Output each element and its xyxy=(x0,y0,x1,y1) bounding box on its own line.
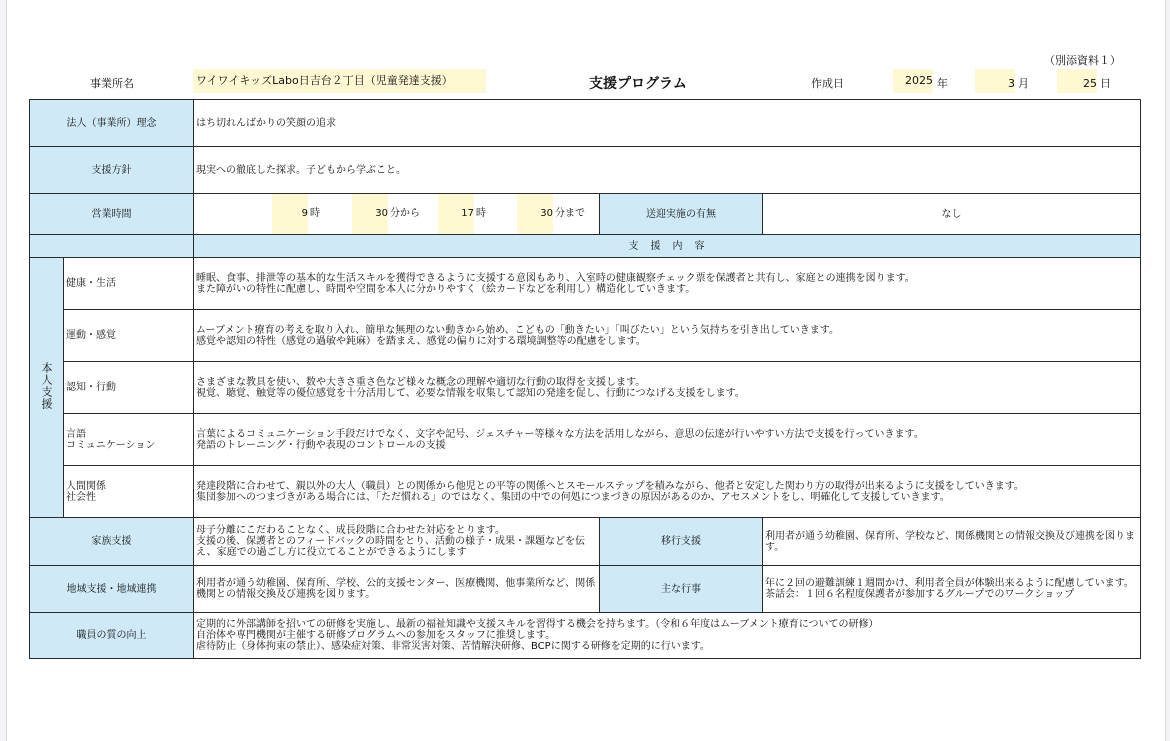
staff-label: 職員の質の向上 xyxy=(30,613,194,659)
personal-row-cognition xyxy=(30,362,1141,414)
year-unit: 年 xyxy=(937,77,948,90)
social-text: 発達段階に合わせて、親以外の大人（職員）との関係から他児との平等の関係へとスモールステップを積みながら、他者と安定した関わり方の取得が出来るように支援をしていきます。 集団参加へのつまづきがある場合には、「ただ慣れる」のではなく、集団の中での何処につまづきの原因があるのか、アセスメントをし、明確化して支援していきます。 xyxy=(194,466,1141,518)
policy-label: 支援方針 xyxy=(30,147,194,194)
language-text: 言葉によるコミュニケーション手段だけでなく、文字や記号、ジェスチャー等様々な方法を活用しながら、意思の伝達が行いやすい方法で支援を行っていきます。 発語のトレーニング・行動や表現のコントロールの支援 xyxy=(194,414,1141,466)
created-year: 2025 xyxy=(893,69,933,93)
created-month: 3 xyxy=(975,69,1015,93)
transition-label: 移行支援 xyxy=(600,518,763,566)
health-label: 健康・生活 xyxy=(64,258,194,310)
personal-row-health xyxy=(30,258,1141,310)
motor-label: 運動・感覚 xyxy=(64,310,194,362)
cognition-text: さまざまな教具を使い、数や大きさ重さ色など様々な概念の理解や適切な行動の取得を支援します。 視覚、聴覚、触覚等の優位感覚を十分活用して、必要な情報を収集して認知の発達を促し、行動につなげる支援をします。 xyxy=(194,362,1141,414)
transport-value: なし xyxy=(763,194,1141,235)
content-header-row xyxy=(30,235,1141,258)
from-unit: 分から xyxy=(390,208,420,219)
personal-row-social xyxy=(30,466,1141,518)
attachment-note: （別添資料１） xyxy=(1044,54,1121,67)
events-label: 主な行事 xyxy=(600,566,763,613)
start-hour: 9 xyxy=(272,194,308,234)
month-unit: 月 xyxy=(1018,77,1029,90)
office-name: ワイワイキッズLabo日吉台２丁目（児童発達支援） xyxy=(193,69,486,93)
content-header: 支 援 内 容 xyxy=(194,235,1141,258)
staff-row xyxy=(30,613,1141,659)
community-text: 利用者が通う幼稚園、保育所、学校、公的支援センター、医療機関、他事業所など、関係機関との情報交換及び連携を図ります。 xyxy=(194,566,600,613)
content-header-blank xyxy=(30,235,194,258)
end-minute: 30 xyxy=(517,194,553,234)
family-label: 家族支援 xyxy=(30,518,194,566)
family-text: 母子分離にこだわることなく、成長段階に合わせた対応をとります。 支援の後、保護者とのフィードバックの時間をとり、活動の様子・成果・課題などを伝え、家庭での過ごし方に役立てることができるようにします xyxy=(194,518,600,566)
end-hour: 17 xyxy=(438,194,474,234)
personal-row-motor xyxy=(30,310,1141,362)
language-label: 言語 コミュニケーション xyxy=(64,414,194,466)
hours-cell xyxy=(194,194,600,235)
personal-support-label-cell xyxy=(30,258,64,518)
staff-text: 定期的に外部講師を招いての研修を実施し、最新の福祉知識や支援スキルを習得する機会を持ちます。（令和６年度はムーブメント療育についての研修） 自治体や専門機関が主催する研修プログラムへの参加をスタッフに推奨します。 虐待防止（身体拘束の禁止）、感染症対策、非常災害対策、苦情解決研修、BCPに関する研修を定期的に行います。 xyxy=(194,613,1141,659)
cognition-label: 認知・行動 xyxy=(64,362,194,414)
social-label: 人間関係 社会性 xyxy=(64,466,194,518)
motor-text: ムーブメント療育の考えを取り入れ、簡単な無理のない動きから始め、こどもの「動きたい」「叫びたい」という気持ちを引き出していきます。 感覚や認知の特性（感覚の過敏や鈍麻）を踏まえ、感覚の偏りに対する環境調整等の配慮をします。 xyxy=(194,310,1141,362)
hours-values xyxy=(194,194,599,234)
events-text: 年に２回の避難訓練１週間かけ、利用者全員が体験出来るように配慮しています。 茶話会：１回６名程度保護者が参加するグループでのワークショップ xyxy=(763,566,1141,613)
policy-row xyxy=(30,147,1141,194)
day-unit: 日 xyxy=(1100,77,1111,90)
family-row xyxy=(30,518,1141,566)
support-program-table xyxy=(29,99,1141,659)
philosophy-label: 法人（事業所）理念 xyxy=(30,100,194,147)
until-unit: 分まで xyxy=(555,208,585,219)
start-minute: 30 xyxy=(352,194,388,234)
community-label: 地域支援・地域連携 xyxy=(30,566,194,613)
philosophy-row xyxy=(30,100,1141,147)
personal-row-language xyxy=(30,414,1141,466)
philosophy-value: はち切れんばかりの笑顔の追求 xyxy=(194,100,1141,147)
end-hour-unit: 時 xyxy=(476,208,486,219)
transition-text: 利用者が通う幼稚園、保育所、学校など、関係機関との情報交換及び連携を図ります。 xyxy=(763,518,1141,566)
community-row xyxy=(30,566,1141,613)
hours-label: 営業時間 xyxy=(30,194,194,235)
hours-row xyxy=(30,194,1141,235)
page-title: 支援プログラム xyxy=(589,76,687,92)
start-hour-unit: 時 xyxy=(310,208,320,219)
health-text: 睡眠、食事、排泄等の基本的な生活スキルを獲得できるように支援する意図もあり、入室時の健康観察チェック票を保護者と共有し、家庭との連携を図ります。 また障がいの特性に配慮し、時間や空間を本人に分かりやすく（絵カードなどを利用し）構造化していきます。 xyxy=(194,258,1141,310)
created-day: 25 xyxy=(1057,69,1097,93)
transport-label: 送迎実施の有無 xyxy=(600,194,763,235)
created-date-label: 作成日 xyxy=(811,77,844,90)
policy-value: 現実への徹底した探求。子どもから学ぶこと。 xyxy=(194,147,1141,194)
personal-support-label: 本人支援 xyxy=(40,362,53,410)
office-label: 事業所名 xyxy=(90,77,134,90)
